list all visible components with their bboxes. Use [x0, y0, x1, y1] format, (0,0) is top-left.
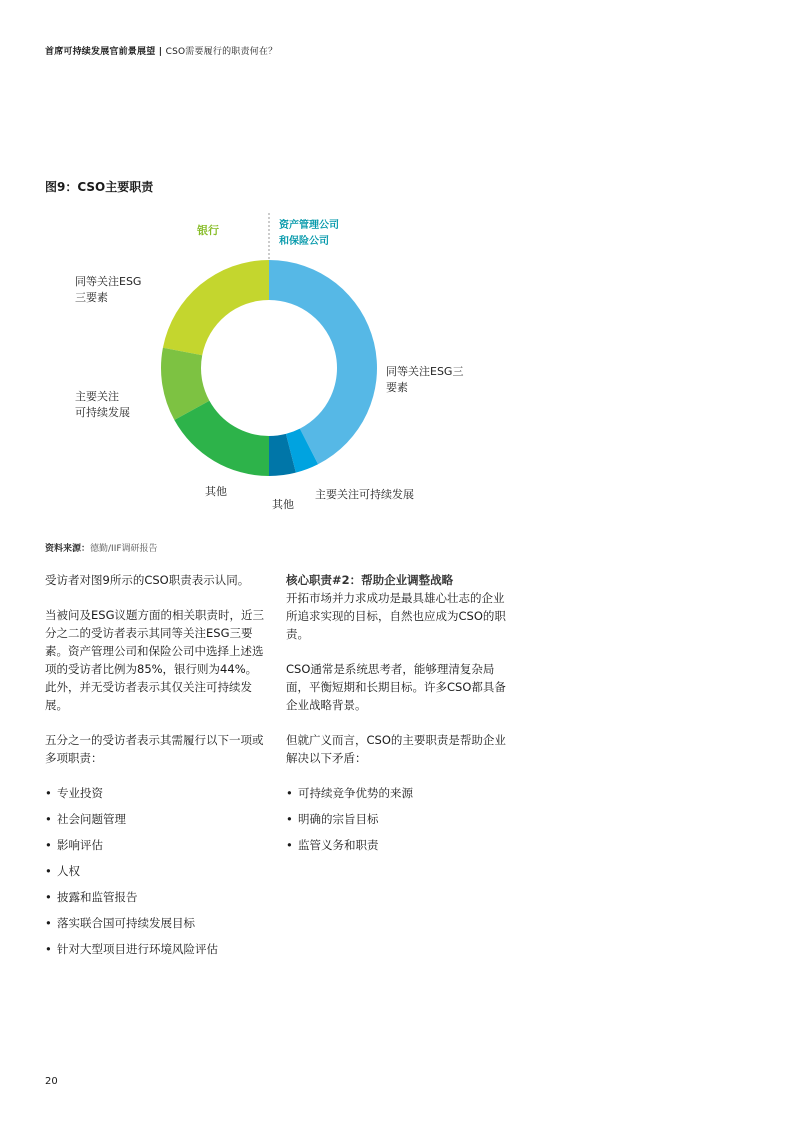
bank-other-label: 其他: [205, 485, 227, 498]
bank-sustain-label: [75, 389, 130, 421]
am-group-label: [279, 218, 339, 250]
left-column: [45, 571, 267, 966]
am-sustain-label: 主要关注可持续发展: [315, 488, 414, 501]
right-column: [286, 571, 510, 862]
right-paragraph-3: 但就广义而言，CSO的主要职责是帮助企业解决以下矛盾：: [286, 733, 506, 765]
right-heading: 核心职责#2：帮助企业调整战略: [286, 573, 454, 587]
list-item: • 披露和监管报告: [45, 888, 267, 906]
right-paragraph-1: 开拓市场并力求成功是最具雄心壮志的企业所追求实现的目标，自然也应成为CSO的职责。: [286, 591, 506, 641]
bank-sustain-label-line2: 可持续发展: [75, 406, 130, 419]
am-group-label-line2: 和保险公司: [279, 236, 329, 247]
header-separator: |: [158, 47, 163, 57]
right-paragraph-2: CSO通常是系统思考者，能够理清复杂局面，平衡短期和长期目标。许多CSO都具备企业战略背景。: [286, 662, 506, 712]
list-item: • 针对大型项目进行环境风险评估: [45, 940, 267, 958]
am-esg-label-line1: 同等关注ESG三: [386, 365, 464, 378]
page-header: [45, 44, 277, 57]
right-bullet-list: [286, 784, 510, 854]
bank-slice-0: [163, 260, 269, 355]
am-esg-label: [386, 364, 463, 396]
source-text: 德勤/IIF调研报告: [90, 544, 158, 554]
list-item: • 监管义务和职责: [286, 836, 510, 854]
list-item: • 人权: [45, 862, 267, 880]
figure-source: [45, 541, 158, 554]
bank-esg-label-line2: 三要素: [75, 291, 108, 304]
left-paragraph-1: 受访者对图9所示的CSO职责表示认同。: [45, 573, 250, 587]
header-title: 首席可持续发展官前景展望: [45, 47, 156, 57]
source-label: 资料来源：: [45, 544, 91, 554]
list-item: • 专业投资: [45, 784, 267, 802]
list-item: • 可持续竞争优势的来源: [286, 784, 510, 802]
list-item: • 明确的宗旨目标: [286, 810, 510, 828]
left-bullet-list: [45, 784, 267, 958]
left-paragraph-3: 五分之一的受访者表示其需履行以下一项或多项职责：: [45, 733, 264, 765]
bank-esg-label-line1: 同等关注ESG: [75, 275, 142, 288]
bank-esg-label: [75, 274, 141, 306]
figure-title: 图9：CSO主要职责: [45, 180, 154, 194]
page-number: 20: [45, 1076, 58, 1087]
am-esg-label-line2: 要素: [386, 381, 408, 394]
left-paragraph-2: 当被问及ESG议题方面的相关职责时，近三分之二的受访者表示其同等关注ESG三要素。资产管理公司和保险公司中选择上述选项的受访者比例为85%，银行则为44%。此外，并无受访者表示其仅关注可持续发展。: [45, 608, 264, 712]
am-other-label: 其他: [272, 498, 294, 511]
bank-sustain-label-line1: 主要关注: [75, 390, 119, 403]
header-subtitle: CSO需要履行的职责何在？: [165, 47, 278, 57]
list-item: • 落实联合国可持续发展目标: [45, 914, 267, 932]
am-group-label-line1: 资产管理公司: [279, 220, 339, 231]
bank-group-label: 银行: [197, 224, 219, 237]
list-item: • 影响评估: [45, 836, 267, 854]
list-item: • 社会问题管理: [45, 810, 267, 828]
am-slice-0: [269, 260, 377, 464]
